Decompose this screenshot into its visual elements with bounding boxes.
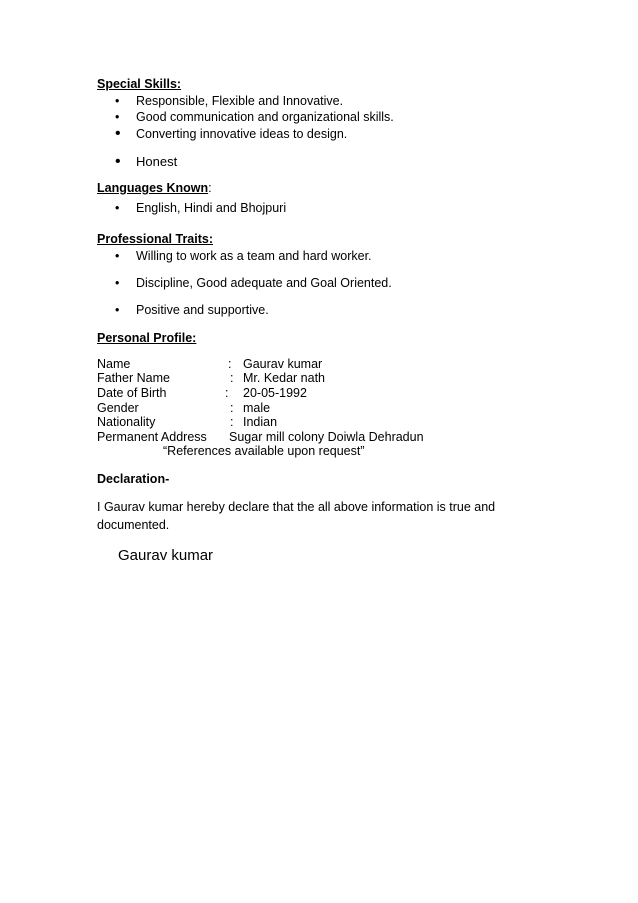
references-note: “References available upon request”	[163, 444, 365, 458]
skill-text: Converting innovative ideas to design.	[136, 127, 348, 141]
skill-text: Good communication and organizational skills.	[136, 110, 394, 124]
declaration-line: I Gaurav kumar hereby declare that the all above information is true and	[97, 500, 496, 514]
profile-value: Gaurav kumar	[243, 357, 323, 371]
profile-value: 20-05-1992	[243, 386, 307, 400]
list-item	[115, 249, 372, 263]
profile-label: Name	[97, 357, 131, 371]
trait-text: Willing to work as a team and hard worker.	[136, 249, 372, 263]
list-item	[115, 201, 286, 215]
profile-label: Father Name	[97, 371, 170, 385]
bullet-icon: •	[115, 303, 120, 317]
profile-colon: :	[230, 371, 234, 385]
signature-name: Gaurav kumar	[118, 547, 214, 564]
profile-colon: :	[230, 401, 234, 415]
bullet-icon: •	[115, 276, 120, 290]
profile-label: Gender	[97, 401, 139, 415]
professional-traits-heading: Professional Traits:	[97, 232, 214, 246]
languages-heading-suffix: :	[208, 181, 212, 195]
profile-colon: :	[225, 386, 229, 400]
languages-heading-row	[97, 181, 212, 195]
skill-text: Responsible, Flexible and Innovative.	[136, 94, 344, 108]
personal-profile-heading: Personal Profile:	[97, 331, 197, 345]
list-item	[115, 125, 347, 143]
language-text: English, Hindi and Bhojpuri	[136, 201, 287, 215]
profile-label: Date of Birth	[97, 386, 167, 400]
trait-text: Positive and supportive.	[136, 303, 269, 317]
profile-label: Nationality	[97, 415, 156, 429]
profile-label: Permanent Address	[97, 430, 207, 444]
profile-colon: :	[230, 415, 234, 429]
profile-value: male	[243, 401, 271, 415]
skill-text: Honest	[136, 154, 178, 169]
list-item	[115, 303, 269, 317]
list-item	[115, 110, 394, 124]
profile-colon: :	[228, 357, 232, 371]
list-item	[115, 153, 177, 171]
bullet-icon: •	[115, 249, 120, 263]
trait-text: Discipline, Good adequate and Goal Oriented.	[136, 276, 392, 290]
declaration-heading: Declaration-	[97, 472, 170, 486]
list-item	[115, 94, 343, 108]
list-item	[115, 276, 392, 290]
profile-value: Indian	[243, 415, 278, 429]
declaration-line: documented.	[97, 518, 170, 532]
bullet-icon: •	[115, 125, 121, 142]
bullet-icon: •	[115, 94, 120, 108]
special-skills-heading: Special Skills:	[97, 77, 182, 91]
languages-heading: Languages Known	[97, 181, 209, 195]
bullet-icon: •	[115, 153, 121, 170]
bullet-icon: •	[115, 201, 120, 215]
bullet-icon: •	[115, 110, 120, 124]
profile-value: Mr. Kedar nath	[243, 371, 325, 385]
profile-value: Sugar mill colony Doiwla Dehradun	[229, 430, 424, 444]
